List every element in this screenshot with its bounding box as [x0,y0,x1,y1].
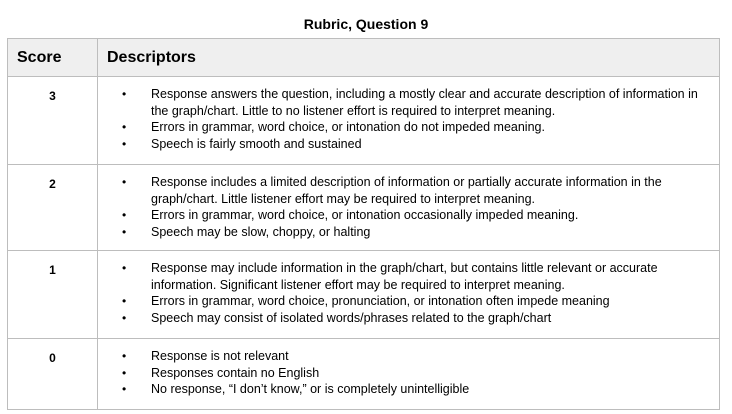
descriptor-text: Errors in grammar, word choice, pronunciation, or intonation often impede meaning [151,294,610,308]
bullet-icon: • [122,175,127,189]
descriptor-text: Speech is fairly smooth and sustained [151,136,362,151]
descriptor-text: Errors in grammar, word choice, or intonation occasionally impeded meaning. [151,208,579,222]
bullet-icon: • [122,120,127,134]
bullet-icon: • [122,349,127,363]
descriptor-text: Response may include information in the graph/chart, but contains little relevant or accurate information. Significant listener effort may be required to interpret meaning. [151,261,658,292]
descriptors-cell [98,339,720,410]
list-item [98,310,713,327]
bullet-icon: • [122,208,127,222]
list-item [98,348,713,365]
descriptor-list [98,260,713,326]
list-item [98,365,713,382]
descriptor-text: Responses contain no English [151,365,320,380]
score-value: 0 [8,339,98,410]
table-row [8,77,720,165]
bullet-icon: • [122,224,127,239]
list-item [98,207,713,224]
score-column-header: Score [8,39,98,77]
score-value: 1 [8,251,98,339]
list-item [98,136,713,153]
descriptor-list [98,348,713,398]
descriptors-cell [98,77,720,165]
descriptor-text: Response includes a limited description of information or partially accurate information in the graph/chart. Little listener effort may be required to interpret meaning. [151,175,662,206]
descriptor-list [98,174,713,240]
bullet-icon: • [122,136,127,151]
descriptor-text: Speech may consist of isolated words/phrases related to the graph/chart [151,310,552,325]
document-title: Rubric, Question 9 [303,16,429,32]
bullet-icon: • [122,87,127,101]
descriptor-text: Errors in grammar, word choice, or intonation do not impeded meaning. [151,120,545,134]
bullet-icon: • [122,294,127,308]
table-row [8,251,720,339]
descriptors-cell [98,251,720,339]
bullet-icon: • [122,382,127,396]
descriptors-column-header: Descriptors [98,39,720,77]
bullet-icon: • [122,365,127,380]
descriptor-text: Response answers the question, including a mostly clear and accurate description of information in the graph/chart. Little to no listener effort is required to interpret meaning. [151,87,698,118]
table-row [8,165,720,251]
descriptor-text: No response, “I don’t know,” or is completely unintelligible [151,382,470,396]
table-row [8,339,720,410]
list-item [98,174,713,207]
list-item [98,119,713,136]
list-item [98,86,713,119]
list-item [98,381,713,398]
score-value: 2 [8,165,98,251]
header-row [8,39,720,77]
bullet-icon: • [122,261,127,275]
rubric-table [7,38,720,410]
list-item [98,224,713,241]
descriptor-list [98,86,713,152]
descriptor-text: Speech may be slow, choppy, or halting [151,224,371,239]
list-item [98,293,713,310]
descriptors-cell [98,165,720,251]
list-item [98,260,713,293]
descriptor-text: Response is not relevant [151,349,289,363]
score-value: 3 [8,77,98,165]
bullet-icon: • [122,310,127,325]
